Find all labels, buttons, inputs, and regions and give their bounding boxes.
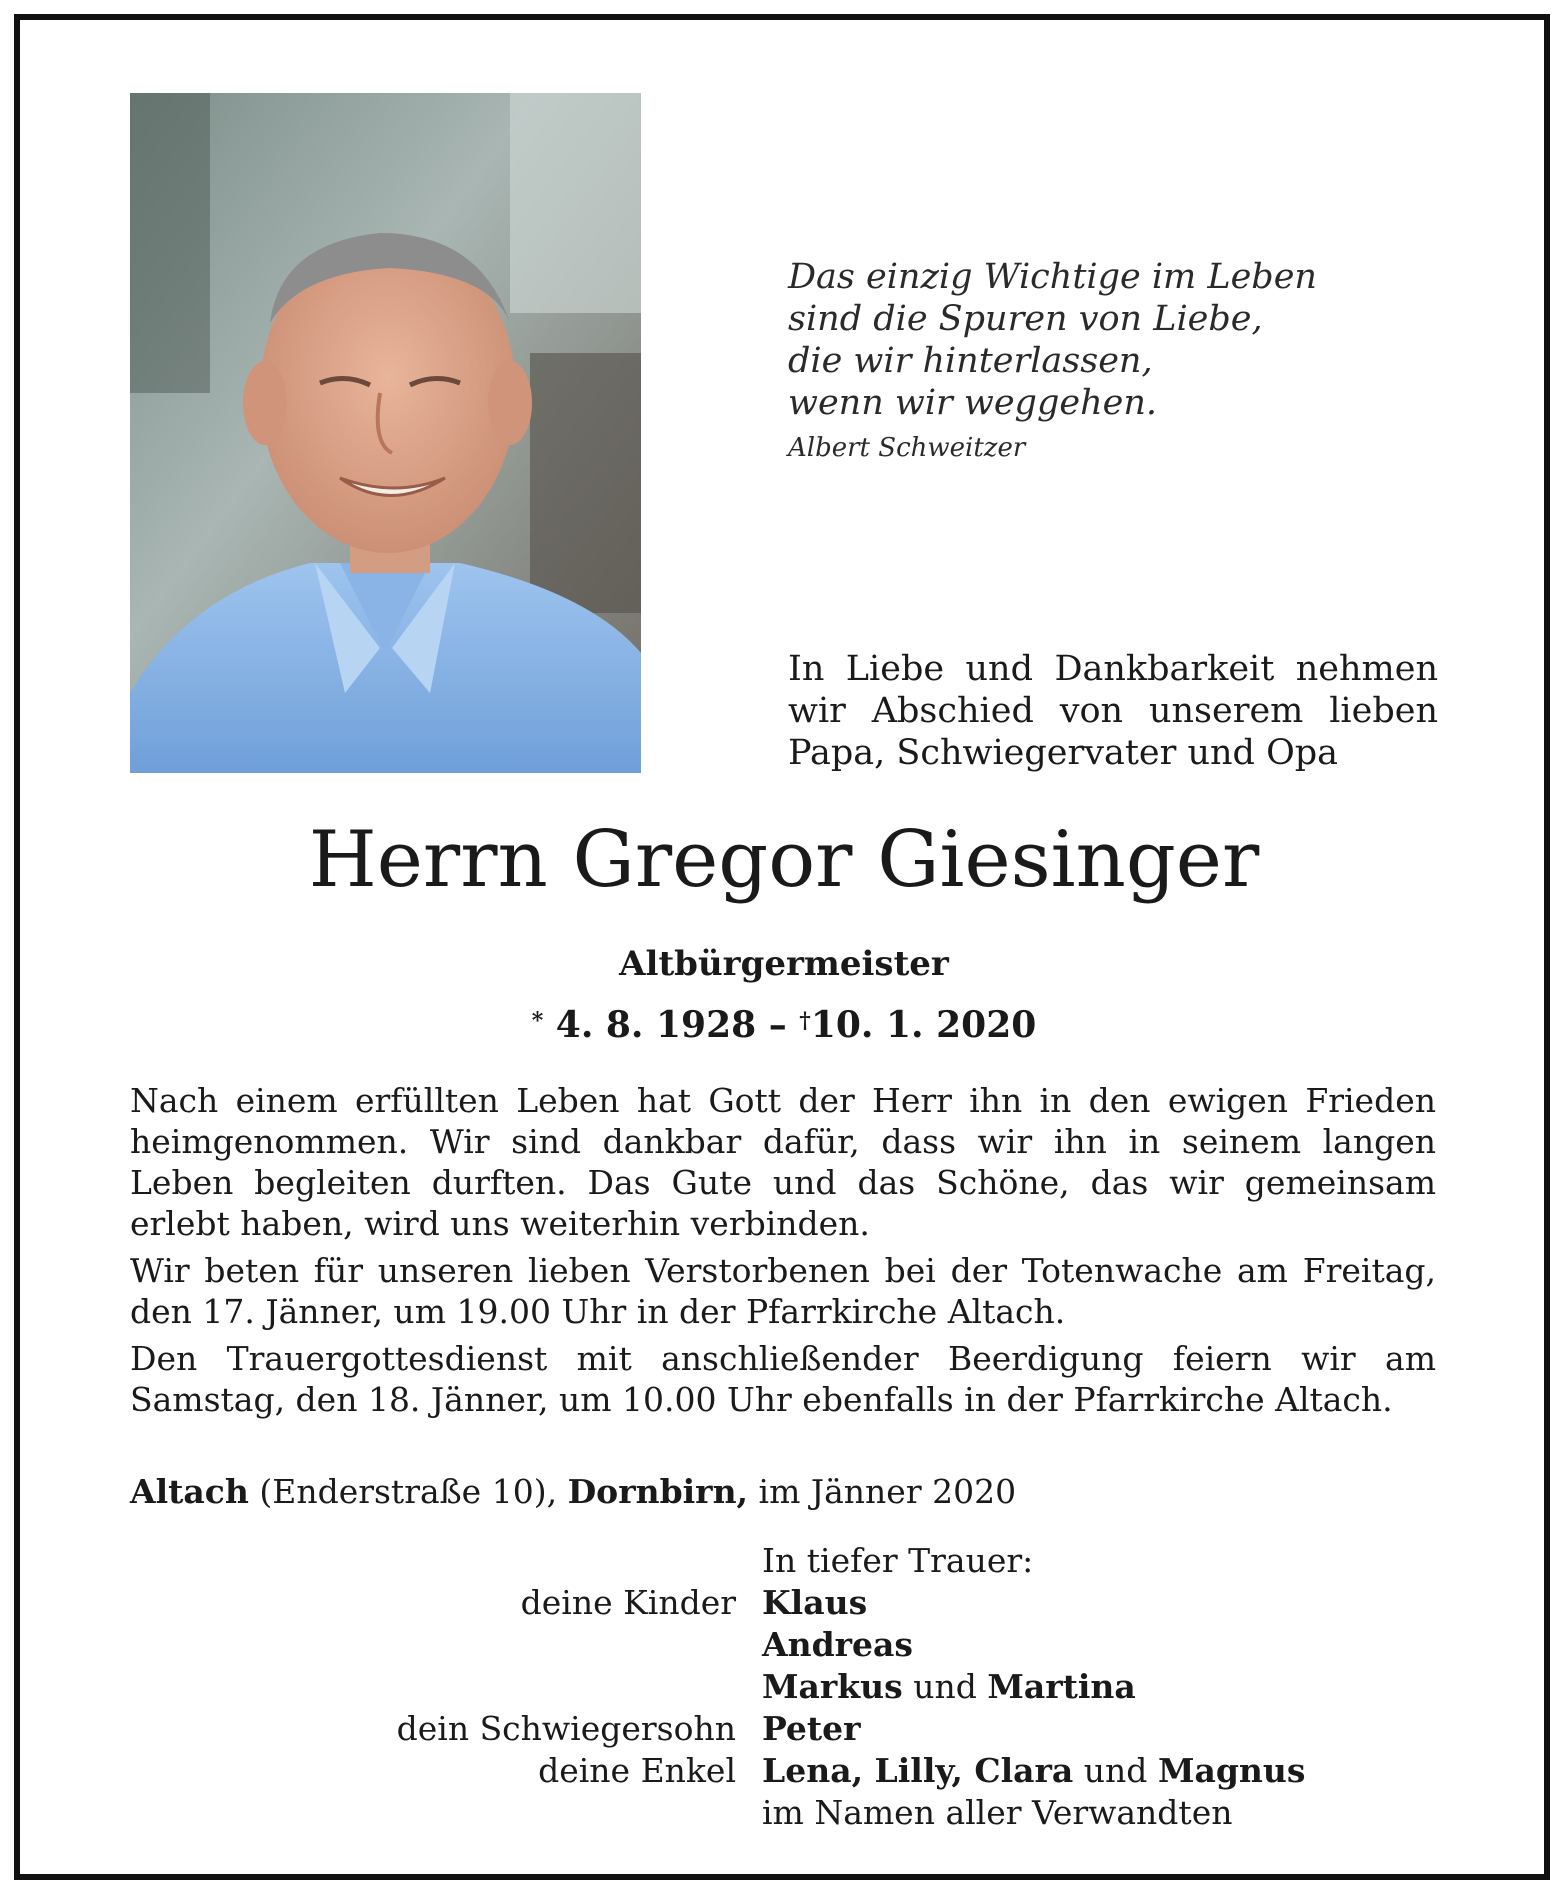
body-paragraph: Wir beten für unseren lieben Verstorbenen bei der Totenwache am Freitag, den 17. Jänner, um 19.00 Uhr in der Pfarrkirche Altach.	[130, 1251, 1436, 1331]
mourner-name: Markus	[762, 1667, 903, 1706]
notice-date: im Jänner 2020	[748, 1472, 1017, 1511]
portrait-photo	[130, 93, 641, 773]
mourner-name: Andreas	[762, 1625, 914, 1664]
quote-line: sind die Spuren von Liebe,	[788, 299, 1263, 339]
life-dates	[0, 1000, 1568, 1050]
date-dash: –	[768, 1004, 787, 1046]
mourner-name: Lena, Lilly, Clara	[762, 1751, 1074, 1790]
farewell-text: In Liebe und Dankbarkeit nehmen wir Abschied von unserem lieben Papa, Schwiegervater und Opa	[788, 649, 1438, 773]
deceased-title: Altbürgermeister	[619, 944, 949, 984]
relation-label: deine Enkel	[538, 1751, 736, 1790]
place-and-date	[130, 1470, 1016, 1514]
place-town: Altach	[130, 1472, 249, 1511]
body-paragraph: Nach einem erfüllten Leben hat Gott der Herr ihn in den ewigen Frieden heimgenommen. Wir sind dankbar dafür, dass wir ihn in seinem langen Leben begleiten durften. Das Gute und das Schöne, das wir gemeinsam erlebt haben, wird uns weiterhin verbinden.	[130, 1081, 1436, 1243]
quote-line: die wir hinterlassen,	[788, 341, 1153, 381]
portrait-illustration	[130, 93, 641, 773]
mourner-name: Magnus	[1157, 1751, 1306, 1790]
quote-block	[788, 256, 1488, 466]
relation-label: dein Schwiegersohn	[396, 1709, 736, 1748]
place-address: (Enderstraße 10),	[248, 1472, 568, 1511]
notice-body	[130, 1080, 1436, 1426]
relation-label: deine Kinder	[520, 1583, 736, 1622]
mourner-name: Klaus	[762, 1583, 868, 1622]
death-symbol: †	[799, 1008, 811, 1034]
place-town: Dornbirn,	[567, 1472, 749, 1511]
birth-date: 4. 8. 1928	[555, 1004, 757, 1046]
quote-line: wenn wir weggehen.	[788, 383, 1158, 423]
mourners-list	[130, 1540, 1436, 1834]
conjunction: und	[902, 1667, 988, 1706]
mourners-heading: In tiefer Trauer:	[762, 1541, 1034, 1580]
mourner-name: Martina	[987, 1667, 1136, 1706]
mourners-closing: im Namen aller Verwandten	[762, 1793, 1233, 1832]
quote-line: Das einzig Wichtige im Leben	[788, 257, 1317, 297]
mourner-name: Peter	[762, 1709, 861, 1748]
body-paragraph: Den Trauergottesdienst mit anschließender Beerdigung feiern wir am Samstag, den 18. Jänner, um 10.00 Uhr ebenfalls in der Pfarrkirche Altach.	[130, 1339, 1436, 1419]
deceased-name: Herrn Gregor Giesinger	[308, 815, 1260, 905]
birth-symbol: *	[531, 1008, 544, 1034]
conjunction: und	[1073, 1751, 1158, 1790]
death-date: 10. 1. 2020	[810, 1004, 1037, 1046]
quote-author: Albert Schweitzer	[788, 433, 1026, 463]
